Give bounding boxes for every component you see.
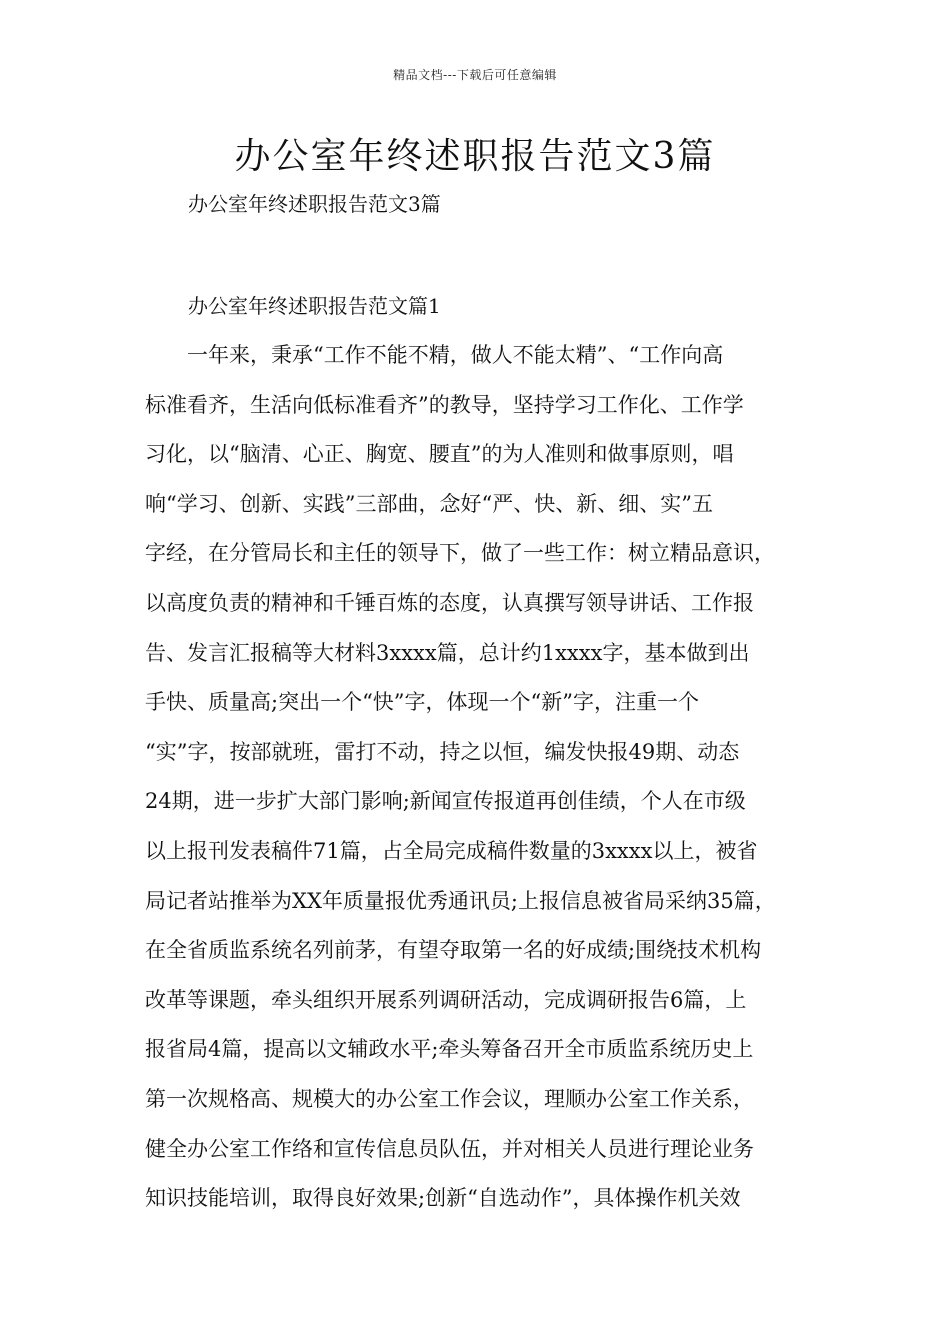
body-line: 以上报刊发表稿件71篇，占全局完成稿件数量的3xxxx以上，被省 (145, 838, 758, 863)
body-line: 告、发言汇报稿等大材料3xxxx篇，总计约1xxxx字，基本做到出 (145, 640, 750, 665)
body-line: 响“学习、创新、实践”三部曲，念好“严、快、新、细、实”五 (145, 491, 713, 516)
body-line: 知识技能培训，取得良好效果;创新“自选动作”，具体操作机关效 (145, 1186, 741, 1211)
body-line: 习化，以“脑清、心正、胸宽、腰直”的为人准则和做事原则，唱 (145, 442, 734, 467)
body-line: 局记者站推举为XX年质量报优秀通讯员;上报信息被省局采纳35篇， (145, 888, 776, 913)
header-note: 精品文档---下载后可任意编辑 (393, 68, 557, 82)
body-line: 改革等课题，牵头组织开展系列调研活动，完成调研报告6篇，上 (145, 987, 747, 1012)
body-line: 第一次规格高、规模大的办公室工作会议，理顺办公室工作关系， (145, 1086, 754, 1111)
body-line: 在全省质监系统名列前茅，有望夺取第一名的好成绩;围绕技术机构 (145, 938, 762, 963)
body-line: 24期，进一步扩大部门影响;新闻宣传报道再创佳绩，个人在市级 (145, 789, 746, 814)
document-subtitle: 办公室年终述职报告范文3篇 (188, 192, 441, 216)
body-paragraph (145, 331, 815, 1224)
document-title: 办公室年终述职报告范文3篇 (234, 136, 716, 177)
body-line: 字经，在分管局长和主任的领导下，做了一些工作：树立精品意识， (145, 541, 775, 566)
section-heading: 办公室年终述职报告范文篇1 (188, 294, 441, 318)
body-line: 手快、质量高;突出一个“快”字，体现一个“新”字，注重一个 (145, 690, 700, 715)
body-line: “实”字，按部就班，雷打不动，持之以恒，编发快报49期、动态 (145, 739, 740, 764)
body-line: 健全办公室工作络和宣传信息员队伍，并对相关人员进行理论业务 (145, 1136, 754, 1161)
body-line: 一年来，秉承“工作不能不精，做人不能太精”、“工作向高 (145, 343, 724, 367)
body-line: 以高度负责的精神和千锤百炼的态度，认真撰写领导讲话、工作报 (145, 590, 754, 615)
body-line: 报省局4篇，提高以文辅政水平;牵头筹备召开全市质监系统历史上 (145, 1037, 754, 1062)
body-line: 标准看齐，生活向低标准看齐”的教导，坚持学习工作化、工作学 (145, 392, 744, 417)
